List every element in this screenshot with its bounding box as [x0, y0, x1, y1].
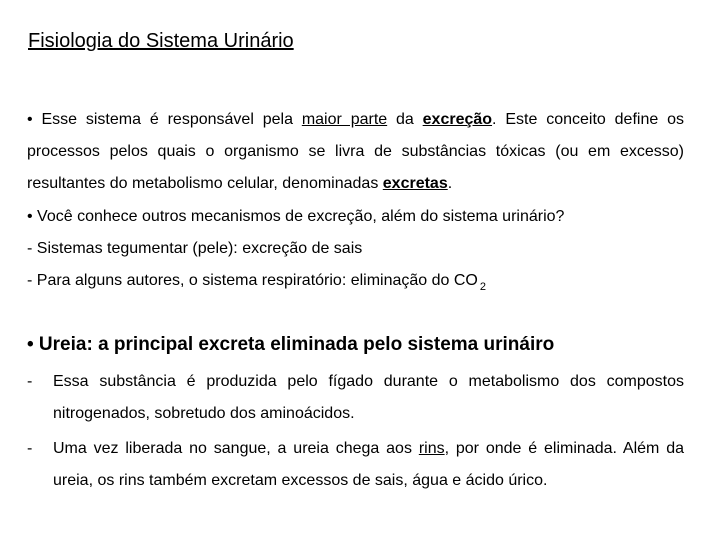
p1-underline-maior-parte: maior parte — [301, 111, 388, 128]
p1-underline-excrecao: excreção — [422, 111, 493, 128]
p1-text-4: . — [447, 175, 453, 192]
ureia-item-1-text: Essa substância é produzida pelo fígado durante o metabolismo dos compostos nitrogenados, sobretudo dos aminoácidos. — [53, 373, 684, 422]
dash-bullet: - — [27, 440, 33, 457]
item2-underline-rins: rins — [418, 440, 445, 457]
section-heading-ureia: • Ureia: a principal excreta eliminada pelo sistema urináiro — [27, 334, 555, 355]
item2-text-2: , por onde é eliminada. Além da ureia, os rins também excretam excessos de sais, água e ácido úrico. — [53, 440, 685, 489]
list-item-respiratorio — [27, 265, 684, 303]
respiratorio-text: - Para alguns autores, o sistema respiratório: eliminação do CO — [27, 272, 478, 289]
paragraph-excretion — [27, 104, 684, 200]
paragraph-question: • Você conhece outros mecanismos de excreção, além do sistema urinário? — [27, 208, 565, 225]
ureia-item-2 — [27, 433, 684, 497]
p1-text-3: . Este conceito define os processos pelos quais o organismo se livra de substâncias tóxicas (ou em excesso) resultantes do metabolismo celular, denominadas — [27, 111, 684, 192]
p1-text-2: da — [387, 111, 423, 128]
p1-underline-excretas: excretas — [382, 175, 448, 192]
p1-text-1: • Esse sistema é responsável pela — [27, 111, 302, 128]
item2-text-1: Uma vez liberada no sangue, a ureia chega aos — [53, 440, 419, 457]
ureia-item-2-text — [53, 433, 684, 497]
slide-title: Fisiologia do Sistema Urinário — [28, 30, 294, 52]
dash-bullet: - — [27, 373, 33, 390]
ureia-item-1 — [27, 366, 684, 430]
co2-subscript: 2 — [479, 281, 486, 293]
list-item-tegumentar: - Sistemas tegumentar (pele): excreção de sais — [27, 240, 363, 257]
